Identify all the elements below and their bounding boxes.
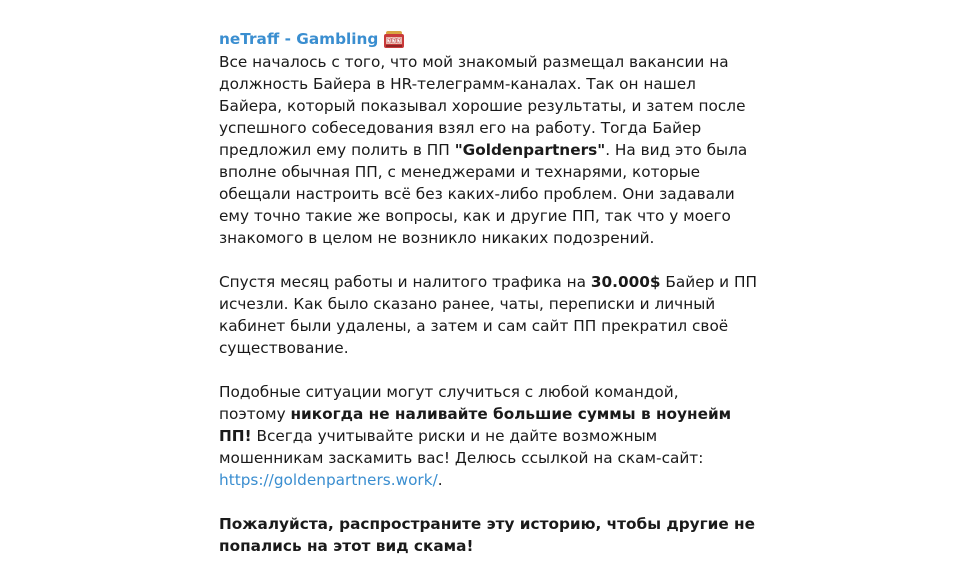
channel-name[interactable]: neTraff - Gambling [219, 30, 379, 48]
text-line: ПП! Всегда учитывайте риски и не дайте возможным [219, 427, 658, 445]
text-line: поэтому никогда не наливайте большие суммы в ноунейм [219, 405, 732, 423]
text-line: успешного собеседования взял его на работу. Тогда Байер [219, 119, 702, 137]
text-line: ему точно такие же вопросы, как и другие ПП, так что у моего [219, 207, 731, 225]
text-line: обещали настроить всё без каких-либо проблем. Они задавали [219, 185, 735, 203]
message-header [219, 28, 759, 50]
message-paragraph-3 [219, 381, 759, 491]
closing-bold: Пожалуйста, распространите эту историю, чтобы другие не [219, 515, 755, 533]
message-paragraph-4 [219, 513, 759, 557]
message-paragraph-2 [219, 271, 759, 359]
text-line: исчезли. Как было сказано ранее, чаты, переписки и личный [219, 295, 716, 313]
slot-machine-icon [383, 29, 405, 49]
text-line: должность Байера в HR-телеграмм-каналах. Так он нашел [219, 75, 696, 93]
text-line [219, 513, 759, 535]
warning-bold: ПП! [219, 427, 252, 445]
text-line: https://goldenpartners.work/. [219, 471, 443, 489]
closing-bold: попались на этот вид скама! [219, 537, 474, 555]
text-line: вполне обычная ПП, с менеджерами и технарями, которые [219, 163, 701, 181]
text-line: Байера, который показывал хорошие результаты, и затем после [219, 97, 746, 115]
text-line: предложил ему полить в ПП "Goldenpartners". На вид это была [219, 141, 748, 159]
message-paragraph-1 [219, 51, 759, 249]
channel-message [219, 28, 759, 557]
text-line: кабинет были удалены, а затем и сам сайт ПП прекратил своё [219, 317, 729, 335]
amount-bold: 30.000$ [590, 273, 661, 291]
text-line: знакомого в целом не возникло никаких подозрений. [219, 229, 655, 247]
partner-name-bold: "Goldenpartners" [454, 141, 606, 159]
text-line: Все началось с того, что мой знакомый размещал вакансии на [219, 53, 729, 71]
warning-bold: никогда не наливайте большие суммы в ноунейм [290, 405, 732, 423]
text-line: Спустя месяц работы и налитого трафика на 30.000$ Байер и ПП [219, 273, 757, 291]
text-line [219, 535, 759, 557]
text-line: мошенникам заскамить вас! Делюсь ссылкой на скам-сайт: [219, 449, 704, 467]
scam-site-link[interactable]: https://goldenpartners.work/ [219, 471, 438, 489]
svg-text:7: 7 [392, 39, 396, 45]
text-line: существование. [219, 339, 349, 357]
text-line: Подобные ситуации могут случиться с любой командой, [219, 383, 679, 401]
svg-text:7: 7 [387, 39, 391, 45]
svg-text:7: 7 [397, 39, 401, 45]
